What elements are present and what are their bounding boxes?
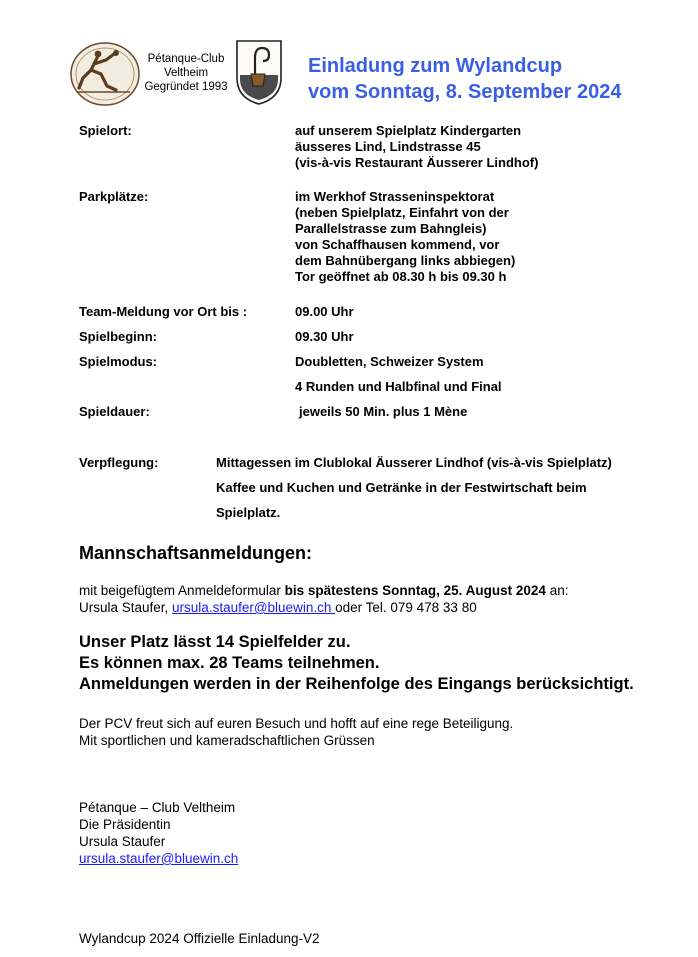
meldung-value: 09.00 Uhr [295,304,354,319]
parkplaetze-value [295,189,515,285]
verpflegung-line: Kaffee und Kuchen und Getränke in der Festwirtschaft beim [216,480,587,495]
notice-line: Unser Platz lässt 14 Spielfelder zu. [79,633,351,651]
anmeldung-text: an: [545,583,569,598]
anmeldung-text: mit beigefügtem Anmeldeformular [79,583,285,598]
spielort-value [295,123,538,171]
verpflegung-line: Mittagessen im Clublokal Äusserer Lindhof (vis-à-vis Spielplatz) [216,455,612,470]
spielort-line: (vis-à-vis Restaurant Äusserer Lindhof) [295,155,539,170]
signature [79,799,238,867]
dauer-value: jeweils 50 Min. plus 1 Mène [299,404,468,419]
contact-phone: oder Tel. 079 478 33 80 [335,600,477,615]
anmeldung-line-2 [79,599,477,616]
parkplaetze-line: dem Bahnübergang links abbiegen) [295,253,516,268]
title-line-1: Einladung zum Wylandcup [308,55,563,77]
closing [79,715,513,749]
title-line-2: vom Sonntag, 8. September 2024 [308,81,622,103]
signature-role: Die Präsidentin [79,817,171,832]
beginn-value: 09.30 Uhr [295,329,354,344]
club-founded-line: Gegründet 1993 [144,81,228,93]
closing-line: Mit sportlichen und kameradschaftlichen Grüssen [79,733,375,748]
parkplaetze-line: von Schaffhausen kommend, vor [295,237,500,252]
modus-label: Spielmodus: [79,354,158,369]
parkplaetze-line: Parallelstrasse zum Bahngleis) [295,221,487,236]
footer-text: Wylandcup 2024 Offizielle Einladung-V2 [79,931,320,946]
spielort-label: Spielort: [79,123,132,138]
notice-line: Es können max. 28 Teams teilnehmen. [79,654,380,672]
verpflegung-line: Spielplatz. [216,505,281,520]
notice [79,632,634,695]
anmeldung-deadline: bis spätestens Sonntag, 25. August 2024 [284,583,546,598]
anmeldung-line-1 [79,582,568,599]
coat-of-arms [234,38,284,106]
notice-line: Anmeldungen werden in der Reihenfolge des Eingangs berücksichtigt. [79,675,634,693]
page-title [308,53,621,105]
parkplaetze-line: Tor geöffnet ab 08.30 h bis 09.30 h [295,269,507,284]
signature-name: Ursula Staufer [79,834,166,849]
dauer-label: Spieldauer: [79,404,150,419]
closing-line: Der PCV freut sich auf euren Besuch und hofft auf eine rege Beteiligung. [79,716,514,731]
verpflegung-label: Verpflegung: [79,455,159,470]
meldung-label: Team-Meldung vor Ort bis : [79,304,248,319]
anmeldung-heading: Mannschaftsanmeldungen: [79,543,313,563]
modus-line: 4 Runden und Halbfinal und Final [295,379,502,394]
parkplaetze-line: im Werkhof Strasseninspektorat [295,189,495,204]
club-location-line: Veltheim [163,67,209,79]
parkplaetze-line: (neben Spielplatz, Einfahrt von der [295,205,509,220]
coat-of-arms-icon [234,38,284,106]
beginn-label: Spielbeginn: [79,329,157,344]
club-name-line: Pétanque-Club [147,53,225,65]
contact-name: Ursula Staufer, [79,600,173,615]
contact-email-link[interactable]: ursula.staufer@bluewin.ch [172,600,336,615]
modus-line: Doubletten, Schweizer System [295,354,484,369]
spielort-line: äusseres Lind, Lindstrasse 45 [295,139,481,154]
spielort-line: auf unserem Spielplatz Kindergarten [295,123,522,138]
parkplaetze-label: Parkplätze: [79,189,149,204]
signature-club: Pétanque – Club Veltheim [79,800,236,815]
signature-email-link[interactable]: ursula.staufer@bluewin.ch [79,851,239,866]
club-name [140,52,232,94]
